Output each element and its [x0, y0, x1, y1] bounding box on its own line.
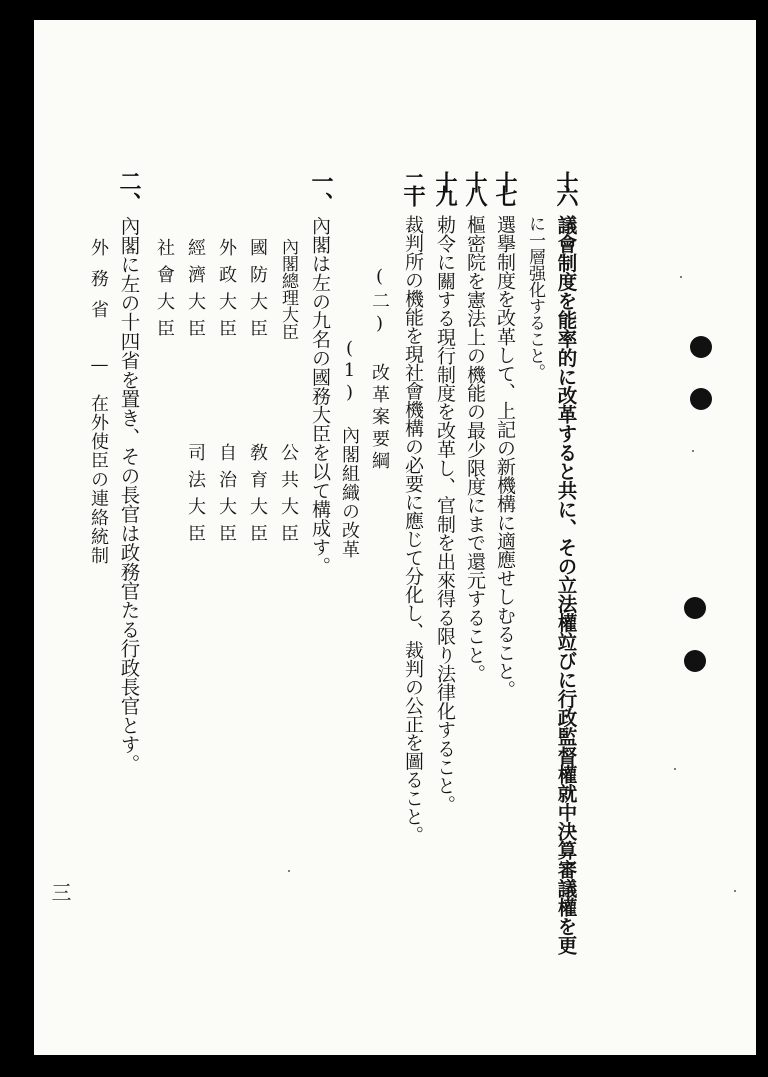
scan-speck: [288, 870, 290, 872]
minister-6: 公共大臣: [278, 443, 299, 551]
minister-2: 國防大臣: [247, 238, 268, 346]
item-one-text: 內閣は左の九名の國務大臣を以て構成す。: [309, 216, 331, 576]
scan-speck: [734, 890, 736, 892]
item-19-text: 勅令に關する現行制度を改革し、官制を出來得る限り法律化すること。: [434, 215, 456, 814]
minister-3: 外政大臣: [216, 238, 237, 346]
minister-5: 社會大臣: [154, 238, 175, 346]
item-number-17: 十七: [492, 171, 518, 199]
item-two-text: 內閣に左の十四省を置き、その長官は政務官たる行政長官とす。: [117, 216, 141, 773]
scan-speck: [692, 450, 694, 452]
scan-speck: [674, 768, 676, 770]
ministry-foreign-name: 外務省: [88, 238, 109, 331]
item-one-number: 一、: [308, 170, 334, 214]
punch-hole: [690, 336, 712, 358]
item-number-20: 二十: [400, 171, 426, 199]
item-16-line-1: 議會制度を能率的に改革すると共に、その立法權竝びに行政監督權就中決算審議權を更: [554, 215, 578, 955]
item-number-19: 十九: [432, 171, 458, 199]
subsection-heading: (1) 內閣組織の改革: [339, 338, 360, 559]
document-page: [34, 20, 756, 1055]
item-20-text: 裁判所の機能を現社會機構の必要に應じて分化し、裁判の公正を圖ること。: [402, 215, 424, 844]
scan-speck: [680, 276, 682, 278]
punch-hole: [684, 597, 706, 619]
ministry-foreign-desc: 在外使臣の連絡統制: [88, 394, 109, 565]
punch-hole: [684, 650, 706, 672]
minister-1: 內閣總理大臣: [278, 238, 298, 340]
item-number-18: 十八: [462, 171, 488, 199]
ministry-foreign-dash: —: [89, 354, 110, 375]
minister-4: 經濟大臣: [185, 238, 206, 346]
item-16-line-2: に一層强化すること。: [525, 215, 545, 380]
punch-hole: [690, 388, 712, 410]
item-17-text: 選擧制度を改革して、上記の新機構に適應せしむること。: [494, 215, 516, 699]
item-18-text: 樞密院を憲法上の機能の最少限度にまで還元すること。: [464, 215, 486, 683]
minister-7: 敎育大臣: [247, 443, 268, 551]
item-number-16: 十六: [553, 171, 579, 199]
minister-8: 自治大臣: [216, 443, 237, 551]
page-number: 三: [48, 882, 72, 902]
minister-9: 司法大臣: [185, 443, 206, 551]
section-heading: (二) 改革案要綱: [369, 266, 390, 473]
item-two-number: 二、: [116, 170, 142, 214]
